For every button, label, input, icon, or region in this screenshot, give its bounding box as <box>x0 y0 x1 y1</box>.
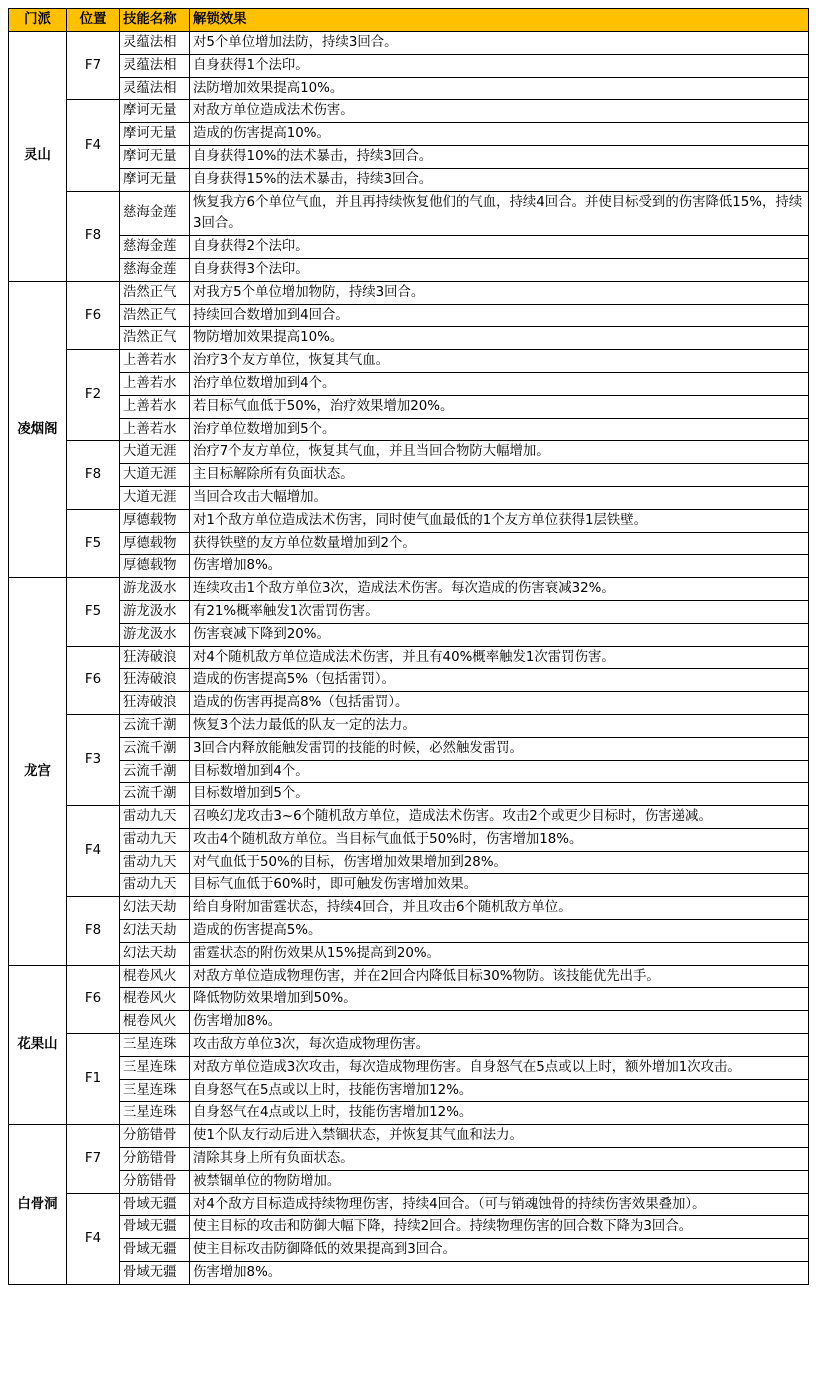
unlock-effect: 使1个队友行动后进入禁锢状态，并恢复其气血和法力。 <box>190 1125 809 1148</box>
table-row <box>9 77 809 100</box>
table-row <box>9 1193 809 1216</box>
header-skill-name: 技能名称 <box>120 9 190 32</box>
table-row <box>9 350 809 373</box>
unlock-effect: 使主目标攻击防御降低的效果提高到3回合。 <box>190 1239 809 1262</box>
table-row <box>9 783 809 806</box>
table-row <box>9 851 809 874</box>
unlock-effect: 目标气血低于60%时，即可触发伤害增加效果。 <box>190 874 809 897</box>
skill-position: F6 <box>67 646 120 714</box>
skill-name: 灵蕴法相 <box>120 54 190 77</box>
unlock-effect: 造成的伤害提高10%。 <box>190 123 809 146</box>
skill-position: F7 <box>67 1125 120 1193</box>
unlock-effect: 伤害增加8%。 <box>190 1262 809 1285</box>
header-unlock-effect: 解锁效果 <box>190 9 809 32</box>
skill-name: 大道无涯 <box>120 464 190 487</box>
unlock-effect: 造成的伤害提高5%（包括雷罚）。 <box>190 669 809 692</box>
unlock-effect: 法防增加效果提高10%。 <box>190 77 809 100</box>
unlock-effect: 获得铁壁的友方单位数量增加到2个。 <box>190 532 809 555</box>
table-row <box>9 1056 809 1079</box>
unlock-effect: 降低物防效果增加到50%。 <box>190 988 809 1011</box>
skill-name: 灵蕴法相 <box>120 77 190 100</box>
unlock-effect: 目标数增加到4个。 <box>190 760 809 783</box>
skill-name: 棍卷风火 <box>120 1011 190 1034</box>
sect-name: 灵山 <box>9 32 67 282</box>
unlock-effect: 治疗7个友方单位，恢复其气血，并且当回合物防大幅增加。 <box>190 441 809 464</box>
table-row <box>9 965 809 988</box>
skill-position: F3 <box>67 714 120 805</box>
table-row <box>9 669 809 692</box>
table-row <box>9 828 809 851</box>
skill-name: 骨域无疆 <box>120 1216 190 1239</box>
table-row <box>9 714 809 737</box>
skill-name: 浩然正气 <box>120 304 190 327</box>
skill-name: 雷动九天 <box>120 851 190 874</box>
skill-name: 分筋错骨 <box>120 1125 190 1148</box>
skill-name: 棍卷风火 <box>120 988 190 1011</box>
skill-position: F7 <box>67 32 120 100</box>
unlock-effect: 自身获得1个法印。 <box>190 54 809 77</box>
skill-position: F5 <box>67 578 120 646</box>
skill-position: F6 <box>67 281 120 349</box>
skill-name: 厚德载物 <box>120 555 190 578</box>
table-row <box>9 464 809 487</box>
unlock-effect: 治疗3个友方单位，恢复其气血。 <box>190 350 809 373</box>
unlock-effect: 治疗单位数增加到4个。 <box>190 372 809 395</box>
skill-position: F4 <box>67 1193 120 1284</box>
skill-name: 浩然正气 <box>120 327 190 350</box>
unlock-effect: 有21%概率触发1次雷罚伤害。 <box>190 600 809 623</box>
skill-name: 三星连珠 <box>120 1056 190 1079</box>
skill-name: 雷动九天 <box>120 806 190 829</box>
skill-name: 三星连珠 <box>120 1034 190 1057</box>
sect-name: 白骨洞 <box>9 1125 67 1285</box>
unlock-effect: 自身获得2个法印。 <box>190 236 809 259</box>
skill-name: 狂涛破浪 <box>120 646 190 669</box>
unlock-effect: 对我方5个单位增加物防，持续3回合。 <box>190 281 809 304</box>
skill-name: 上善若水 <box>120 350 190 373</box>
table-row <box>9 509 809 532</box>
table-row <box>9 555 809 578</box>
table-row <box>9 54 809 77</box>
unlock-effect: 对敌方单位造成法术伤害。 <box>190 100 809 123</box>
sect-name: 龙宫 <box>9 578 67 966</box>
table-row <box>9 760 809 783</box>
table-row <box>9 1170 809 1193</box>
skill-name: 云流千潮 <box>120 760 190 783</box>
skill-unlock-table <box>8 8 809 1285</box>
skill-position: F8 <box>67 191 120 281</box>
skill-name: 慈海金莲 <box>120 236 190 259</box>
skill-name: 厚德载物 <box>120 532 190 555</box>
table-row <box>9 874 809 897</box>
skill-name: 游龙汲水 <box>120 578 190 601</box>
unlock-effect: 伤害衰减下降到20%。 <box>190 623 809 646</box>
unlock-effect: 主目标解除所有负面状态。 <box>190 464 809 487</box>
skill-name: 慈海金莲 <box>120 258 190 281</box>
skill-name: 幻法天劫 <box>120 942 190 965</box>
skill-name: 摩诃无量 <box>120 145 190 168</box>
skill-position: F8 <box>67 441 120 509</box>
table-row <box>9 1239 809 1262</box>
unlock-effect: 对1个敌方单位造成法术伤害，同时使气血最低的1个友方单位获得1层铁壁。 <box>190 509 809 532</box>
unlock-effect: 清除其身上所有负面状态。 <box>190 1148 809 1171</box>
unlock-effect: 自身获得10%的法术暴击，持续3回合。 <box>190 145 809 168</box>
unlock-effect: 自身获得3个法印。 <box>190 258 809 281</box>
unlock-effect: 对5个单位增加法防，持续3回合。 <box>190 32 809 55</box>
table-row <box>9 988 809 1011</box>
table-row <box>9 1216 809 1239</box>
sect-name: 凌烟阁 <box>9 281 67 577</box>
skill-name: 狂涛破浪 <box>120 692 190 715</box>
table-row <box>9 1102 809 1125</box>
skill-name: 大道无涯 <box>120 441 190 464</box>
skill-position: F6 <box>67 965 120 1033</box>
table-row <box>9 600 809 623</box>
unlock-effect: 连续攻击1个敌方单位3次，造成法术伤害。每次造成的伤害衰减32%。 <box>190 578 809 601</box>
header-sect: 门派 <box>9 9 67 32</box>
unlock-effect: 造成的伤害提高5%。 <box>190 920 809 943</box>
table-row <box>9 123 809 146</box>
skill-position: F2 <box>67 350 120 441</box>
unlock-effect: 攻击4个随机敌方单位。当目标气血低于50%时，伤害增加18%。 <box>190 828 809 851</box>
table-row <box>9 258 809 281</box>
table-row <box>9 737 809 760</box>
skill-name: 狂涛破浪 <box>120 669 190 692</box>
skill-name: 骨域无疆 <box>120 1193 190 1216</box>
skill-position: F5 <box>67 509 120 577</box>
table-row <box>9 532 809 555</box>
skill-position: F4 <box>67 100 120 191</box>
skill-name: 大道无涯 <box>120 486 190 509</box>
unlock-effect: 使主目标的攻击和防御大幅下降，持续2回合。持续物理伤害的回合数下降为3回合。 <box>190 1216 809 1239</box>
skill-name: 游龙汲水 <box>120 623 190 646</box>
table-row <box>9 32 809 55</box>
unlock-effect: 自身获得15%的法术暴击，持续3回合。 <box>190 168 809 191</box>
unlock-effect: 恢复3个法力最低的队友一定的法力。 <box>190 714 809 737</box>
table-row <box>9 692 809 715</box>
table-row <box>9 1262 809 1285</box>
skill-name: 摩诃无量 <box>120 100 190 123</box>
skill-name: 分筋错骨 <box>120 1170 190 1193</box>
unlock-effect: 对4个敌方目标造成持续物理伤害，持续4回合。（可与销魂蚀骨的持续伤害效果叠加）。 <box>190 1193 809 1216</box>
sect-name: 花果山 <box>9 965 67 1125</box>
skill-name: 雷动九天 <box>120 874 190 897</box>
table-row <box>9 623 809 646</box>
skill-name: 厚德载物 <box>120 509 190 532</box>
skill-name: 浩然正气 <box>120 281 190 304</box>
table-row <box>9 1011 809 1034</box>
unlock-effect: 召唤幻龙攻击3~6个随机敌方单位，造成法术伤害。攻击2个或更少目标时，伤害递减。 <box>190 806 809 829</box>
skill-name: 云流千潮 <box>120 737 190 760</box>
skill-name: 三星连珠 <box>120 1079 190 1102</box>
table-row <box>9 942 809 965</box>
unlock-effect: 伤害增加8%。 <box>190 555 809 578</box>
unlock-effect: 若目标气血低于50%，治疗效果增加20%。 <box>190 395 809 418</box>
table-row <box>9 236 809 259</box>
skill-name: 摩诃无量 <box>120 168 190 191</box>
table-row <box>9 578 809 601</box>
table-row <box>9 395 809 418</box>
table-row <box>9 191 809 236</box>
unlock-effect: 被禁锢单位的物防增加。 <box>190 1170 809 1193</box>
unlock-effect: 伤害增加8%。 <box>190 1011 809 1034</box>
unlock-effect: 造成的伤害再提高8%（包括雷罚）。 <box>190 692 809 715</box>
unlock-effect: 目标数增加到5个。 <box>190 783 809 806</box>
unlock-effect: 对4个随机敌方单位造成法术伤害，并且有40%概率触发1次雷罚伤害。 <box>190 646 809 669</box>
unlock-effect: 对敌方单位造成物理伤害，并在2回合内降低目标30%物防。该技能优先出手。 <box>190 965 809 988</box>
skill-name: 雷动九天 <box>120 828 190 851</box>
skill-name: 幻法天劫 <box>120 920 190 943</box>
unlock-effect: 对气血低于50%的目标，伤害增加效果增加到28%。 <box>190 851 809 874</box>
unlock-effect: 3回合内释放能触发雷罚的技能的时候，必然触发雷罚。 <box>190 737 809 760</box>
table-row <box>9 145 809 168</box>
skill-position: F4 <box>67 806 120 897</box>
unlock-effect: 对敌方单位造成3次攻击，每次造成物理伤害。自身怒气在5点或以上时，额外增加1次攻击。 <box>190 1056 809 1079</box>
table-row <box>9 1125 809 1148</box>
unlock-effect: 攻击敌方单位3次，每次造成物理伤害。 <box>190 1034 809 1057</box>
table-row <box>9 1148 809 1171</box>
table-row <box>9 281 809 304</box>
table-row <box>9 168 809 191</box>
skill-name: 摩诃无量 <box>120 123 190 146</box>
unlock-effect: 当回合攻击大幅增加。 <box>190 486 809 509</box>
skill-name: 分筋错骨 <box>120 1148 190 1171</box>
table-row <box>9 897 809 920</box>
skill-name: 棍卷风火 <box>120 965 190 988</box>
skill-table-container <box>8 8 809 1285</box>
table-row <box>9 327 809 350</box>
skill-name: 云流千潮 <box>120 714 190 737</box>
skill-name: 三星连珠 <box>120 1102 190 1125</box>
skill-name: 上善若水 <box>120 395 190 418</box>
table-row <box>9 1079 809 1102</box>
skill-name: 游龙汲水 <box>120 600 190 623</box>
table-row <box>9 1034 809 1057</box>
unlock-effect: 自身怒气在5点或以上时，技能伤害增加12%。 <box>190 1079 809 1102</box>
table-row <box>9 920 809 943</box>
skill-name: 慈海金莲 <box>120 191 190 236</box>
table-row <box>9 441 809 464</box>
skill-name: 上善若水 <box>120 372 190 395</box>
table-body <box>9 32 809 1285</box>
table-row <box>9 646 809 669</box>
table-row <box>9 304 809 327</box>
skill-position: F1 <box>67 1034 120 1125</box>
skill-name: 上善若水 <box>120 418 190 441</box>
skill-name: 骨域无疆 <box>120 1262 190 1285</box>
skill-name: 幻法天劫 <box>120 897 190 920</box>
table-row <box>9 418 809 441</box>
table-row <box>9 100 809 123</box>
skill-name: 骨域无疆 <box>120 1239 190 1262</box>
table-row <box>9 486 809 509</box>
table-row <box>9 806 809 829</box>
skill-name: 云流千潮 <box>120 783 190 806</box>
skill-position: F8 <box>67 897 120 965</box>
unlock-effect: 恢复我方6个单位气血，并且再持续恢复他们的气血，持续4回合。并使目标受到的伤害降低15%，持续3回合。 <box>190 191 809 236</box>
skill-name: 灵蕴法相 <box>120 32 190 55</box>
unlock-effect: 物防增加效果提高10%。 <box>190 327 809 350</box>
unlock-effect: 给自身附加雷霆状态，持续4回合，并且攻击6个随机敌方单位。 <box>190 897 809 920</box>
unlock-effect: 自身怒气在4点或以上时，技能伤害增加12%。 <box>190 1102 809 1125</box>
table-header-row <box>9 9 809 32</box>
unlock-effect: 雷霆状态的附伤效果从15%提高到20%。 <box>190 942 809 965</box>
unlock-effect: 持续回合数增加到4回合。 <box>190 304 809 327</box>
unlock-effect: 治疗单位数增加到5个。 <box>190 418 809 441</box>
header-position: 位置 <box>67 9 120 32</box>
table-row <box>9 372 809 395</box>
